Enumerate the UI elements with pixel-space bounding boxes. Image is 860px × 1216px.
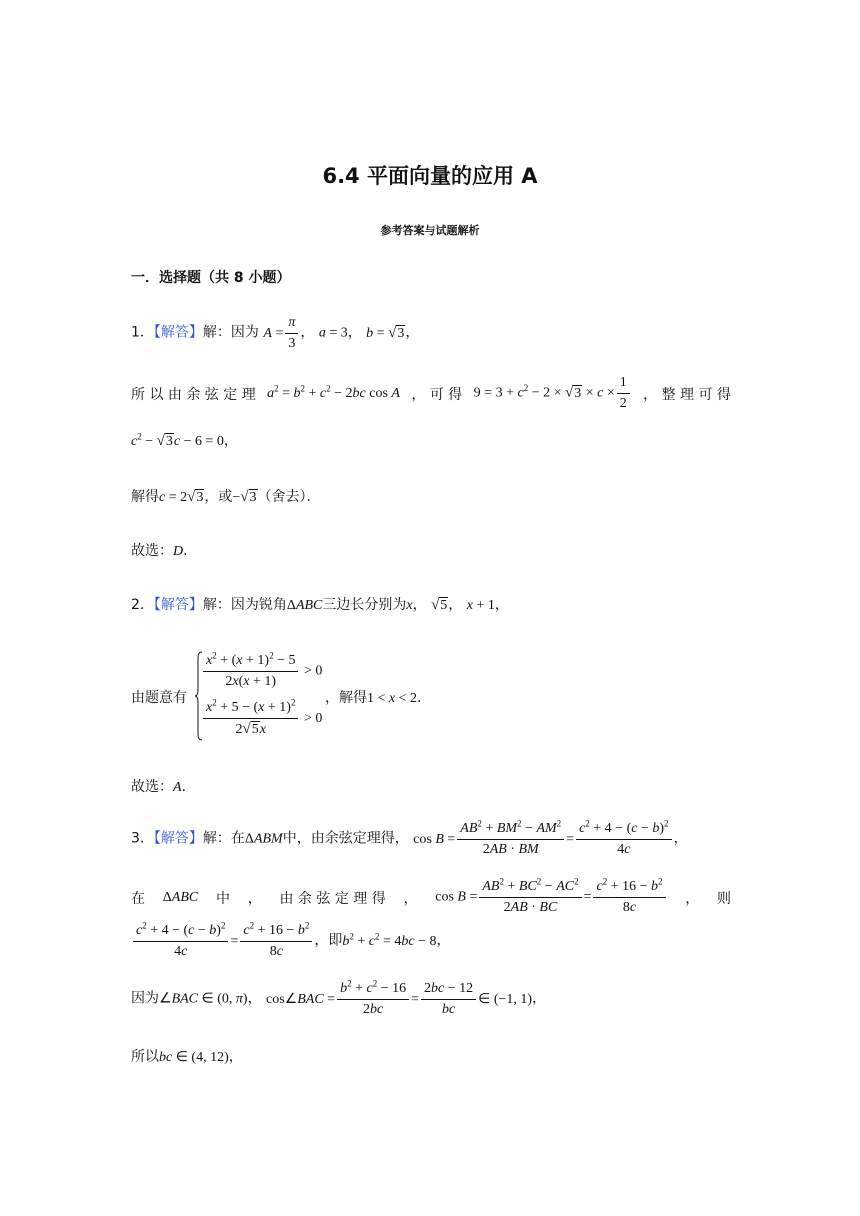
problem-3-line-2: 在 ΔABC 中 ， 由 余 弦 定 理 得 ， cos B = $\frac{AB^2 + BC^2 - AC^2}{2AB \cdot BC}$ = $\frac{c^2 + 16 - b^2}{8c}$ ， 则 [131,876,731,915]
formula: ∠BAC ∈ (0, π) [159,991,248,1007]
problem-text: 解：因为锐角 [202,597,287,613]
formula: ΔABM [244,831,283,847]
answer-choice: A [173,780,182,795]
problem-text: 中，由余弦定理得， [282,830,409,847]
answer-tag: 【解答】 [153,597,203,613]
problem-text: ，解得 [325,690,367,706]
punctuation: ． [181,779,196,795]
inequality-1: $\frac{x^2 + (x + 1)^2 - 5}{2x(x + 1)}$ > 0 [203,652,322,691]
problem-1-line-2 [131,374,731,413]
formula: $c^2 - √3c - 6 = 0$ [131,431,224,449]
problem-number: 3． [131,830,154,847]
problem-text: ， 可 得 [411,386,463,403]
formula: $b^2 + c^2 = 4bc - 8$ [342,931,437,949]
formula: bc ∈ (4, 12) [159,1050,229,1065]
formula: $a^2 = b^2 + c^2 - 2bc$ cos A [267,382,400,401]
section-heading: 一．选择题（共 8 小题） [131,270,291,286]
problem-text: （舍去）． [257,489,321,505]
formula: cos∠BAC = $\frac{b^2 + c^2 - 16}{2bc}$ = $\frac{2bc - 12}{bc}$ ∈ (−1, 1) [266,978,533,1017]
formula: ΔABC [162,889,199,905]
page-subtitle: 参考答案与试题解析 [380,224,480,237]
problem-2-answer [131,776,196,796]
formula: a = 3 [318,325,348,341]
formula: A = $\frac{\pi}{3}$ [263,326,300,341]
punctuation: ． [183,543,198,559]
problem-number: 2． [131,597,154,613]
brace-icon [195,651,203,741]
problem-text: 在 [131,890,145,907]
formula: x + 1 [466,598,495,613]
problem-3-line-4: 因为∠BAC ∈ (0, π)， cos∠BAC = $\frac{b^2 + c^2 - 16}{2bc}$ = $\frac{2bc - 12}{bc}$ ∈ (−1, 1)， [131,978,547,1017]
problem-2-solution: ，解得1 < x < 2． [325,690,432,706]
problem-3-line-5: 所以bc ∈ (4, 12)， [131,1049,243,1065]
page-title: 6.4 平面向量的应用 A [322,164,538,188]
answer-tag: 【解答】 [153,830,203,847]
problem-1-line-3: $c^2 - √3c - 6 = 0$， [131,431,238,449]
problem-3-line-1: 3．【解答】解：在ΔABM中，由余弦定理得， cos B = $\frac{AB^2 + BM^2 - AM^2}{2AB \cdot BM}$ = $\frac{c^2 + 4 - (c - b)^2}{4c}$ ， [131,818,688,857]
answer-label: 故选： [131,543,173,559]
problem-text: ， [403,890,418,907]
problem-1-line-4 [131,486,321,506]
problem-2-system-label [131,687,187,707]
formula: cos B = $\frac{AB^2 + BM^2 - AM^2}{2AB \cdot BM}$ = $\frac{c^2 + 4 - (c - b)^2}{4c}$ [413,832,673,847]
problem-text: 由 余 弦 定 理 得 [279,890,386,907]
problem-text: 解得 [131,489,159,505]
answer-choice: D [173,544,184,559]
problem-text: 解：在 [202,830,245,847]
problem-number: 1． [131,324,154,341]
answer-tag: 【解答】 [153,324,203,341]
problem-text: 解：因为 [202,324,259,341]
problem-text: 所 以 由 余 弦 定 理 [131,386,256,403]
problem-text: ，或 [204,489,233,505]
problem-text: ， [247,890,262,907]
problem-text: ， 整 理 可 得 [643,386,731,403]
formula: $9 = 3 + c^2 - 2 \times √3 \times c$ × $\frac{1}{2}$ [474,374,632,413]
problem-text: 中 [215,890,230,907]
formula: 1 < x < 2 [367,691,418,706]
formula: x [406,598,413,613]
problem-3-line-3: $\frac{c^2 + 4 - (c - b)^2}{4c}$ = $\frac{c^2 + 16 - b^2}{8c}$ ，即$b^2 + c^2 = 4bc - 8$， [131,922,451,961]
problem-text: 所以 [131,1049,159,1065]
problem-1-answer [131,540,197,560]
answer-label: 故选： [131,779,173,795]
problem-2-line-1: 2．【解答】解：因为锐角ΔABC三边长分别为x， √5， x + 1， [131,597,509,613]
formula: ΔABC [286,598,323,613]
problem-text: 因为 [131,990,159,1007]
problem-text: 三边长分别为 [322,597,407,613]
formula: √5 [431,597,448,613]
formula: −√3 [232,489,257,505]
inequality-2: $\frac{x^2 + 5 - (x + 1)^2}{2√5x}$ > 0 [203,699,322,739]
problem-text: ，即 [314,932,343,949]
problem-1-line-1: 1．【解答】解：因为 A = $\frac{\pi}{3}$ ， a = 3， b = √3， [131,315,420,351]
formula: cos B = $\frac{AB^2 + BC^2 - AC^2}{2AB \cdot BC}$ = $\frac{c^2 + 16 - b^2}{8c}$ [435,878,667,917]
formula: $\frac{c^2 + 4 - (c - b)^2}{4c}$ = $\frac{c^2 + 16 - b^2}{8c}$ [131,934,314,949]
problem-text: 则 [717,890,731,907]
formula: b = √3 [366,324,405,341]
problem-text: 由题意有 [131,690,187,706]
formula: c = 2√3 [159,489,204,505]
